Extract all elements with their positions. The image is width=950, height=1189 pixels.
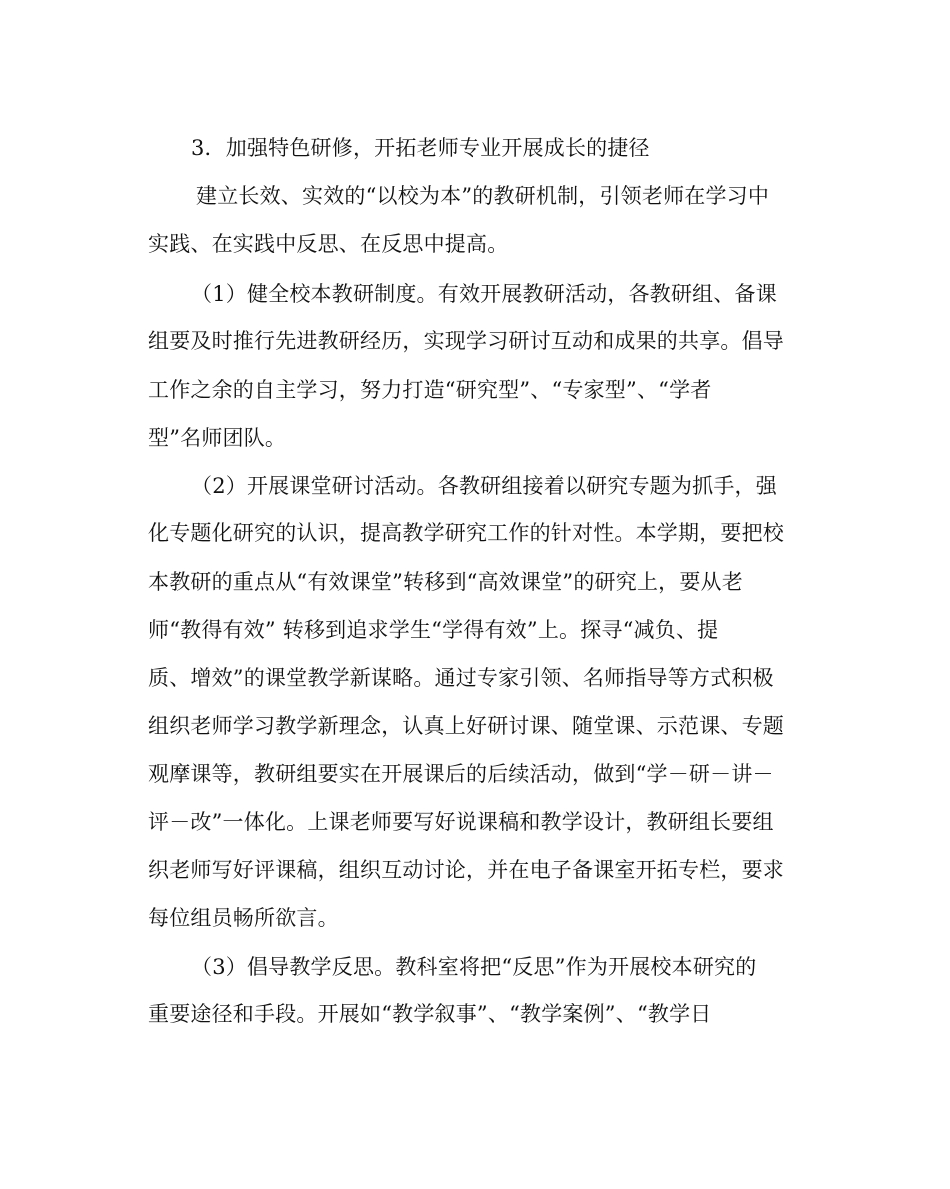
paragraph-2-line-4: 型”名师团队。 xyxy=(148,426,287,450)
paragraph-1-line-2: 实践、在实践中反思、在反思中提高。 xyxy=(148,232,509,256)
paragraph-3-line-2: 化专题化研究的认识，提高教学研究工作的针对性。本学期，要把校 xyxy=(148,521,784,545)
paragraph-2-line-1: （1）健全校本教研制度。有效开展教研活动，各教研组、备课 xyxy=(191,282,777,306)
paragraph-3-line-7: 观摩课等，教研组要实在开展课后的后续活动，做到“学－研－讲－ xyxy=(148,762,774,786)
paragraph-3-line-10: 每位组员畅所欲言。 xyxy=(148,906,339,930)
section-heading: 3．加强特色研修，开拓老师专业开展成长的捷径 xyxy=(191,136,650,160)
paragraph-3-line-5: 质、增效”的课堂教学新谋略。通过专家引领、名师指导等方式积极 xyxy=(148,666,774,690)
paragraph-1-line-1: 建立长效、实效的“以校为本”的教研机制，引领老师在学习中 xyxy=(196,184,770,208)
paragraph-4-line-1: （3）倡导教学反思。教科室将把“反思”作为开展校本研究的 xyxy=(191,955,757,979)
paragraph-2-line-2: 组要及时推行先进教研经历，实现学习研讨互动和成果的共享。倡导 xyxy=(148,329,784,353)
paragraph-3-line-3: 本教研的重点从“有效课堂”转移到“高效课堂”的研究上，要从老 xyxy=(148,570,743,594)
paragraph-2-line-3: 工作之余的自主学习，努力打造“研究型”、“专家型”、“学者 xyxy=(148,378,712,402)
paragraph-3-line-1: （2）开展课堂研讨活动。各教研组接着以研究专题为抓手，强 xyxy=(191,474,777,498)
paragraph-3-line-8: 评－改”一体化。上课老师要写好说课稿和教学设计，教研组长要组 xyxy=(148,810,774,834)
paragraph-4-line-2: 重要途径和手段。开展如“教学叙事”、“教学案例”、“教学日 xyxy=(148,1002,712,1026)
paragraph-3-line-6: 组织老师学习教学新理念，认真上好研讨课、随堂课、示范课、专题 xyxy=(148,714,784,738)
paragraph-3-line-4: 师“教得有效” 转移到追求学生“学得有效”上。探寻“减负、提 xyxy=(148,618,719,642)
paragraph-3-line-9: 织老师写好评课稿，组织互动讨论，并在电子备课室开拓专栏，要求 xyxy=(148,858,784,882)
